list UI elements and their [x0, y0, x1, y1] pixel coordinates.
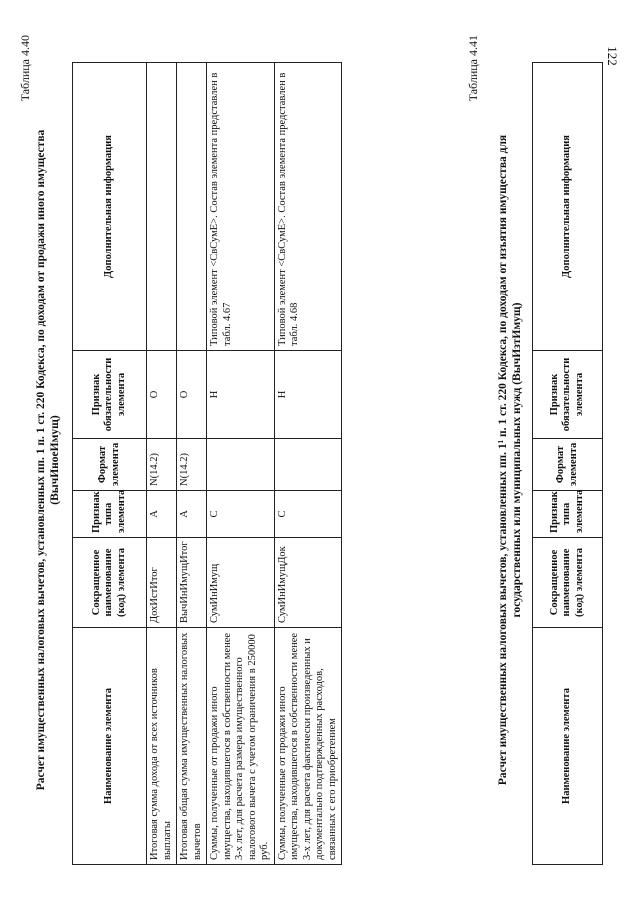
cell-element-name: Итоговая общая сумма имущественных налоговых вычетов — [177, 628, 207, 865]
cell-element-format: N(14.2) — [147, 439, 177, 491]
cell-element-code: ДохИстИтог — [147, 538, 177, 628]
table-4-40-header-row — [73, 63, 147, 865]
header-additional-info: Дополнительная информация — [73, 63, 147, 351]
header-element-code: Сокращенное наименование (код) элемента — [533, 538, 603, 628]
header-element-format: Формат элемента — [73, 439, 147, 491]
header-element-type: Признак типа элемента — [73, 491, 147, 538]
cell-element-code: СумИнИмущ — [207, 538, 275, 628]
cell-additional-info — [177, 63, 207, 351]
cell-element-name: Суммы, полученные от продажи иного имущества, находившегося в собственности менее 3-х лет, для расчета размера имущественного налогового вычета с учетом ограничения в 250000 руб. — [207, 628, 275, 865]
table-4-41-title-line1: Расчет имущественных налоговых вычетов, установленных пп. 1¹ п. 1 ст. 220 Кодекса, по доходам от изъятия имущества для — [497, 134, 509, 786]
table-4-40-title-line2: (ВычИноеИмущ) — [49, 415, 61, 505]
cell-element-type: А — [177, 491, 207, 538]
header-element-required: Признак обязательности элемента — [73, 351, 147, 439]
cell-element-code: СумИнИмущДок — [274, 538, 342, 628]
table-4-40-title-line1: Расчет имущественных налоговых вычетов, установленных пп. 1 п. 1 ст. 220 Кодекса, по доходам от продажи иного имущества — [35, 129, 47, 791]
table-row — [207, 63, 275, 865]
table-row — [147, 63, 177, 865]
header-element-code: Сокращенное наименование (код) элемента — [73, 538, 147, 628]
cell-element-name: Суммы, полученные от продажи иного имущества, находившегося в собственности менее 3-х лет, для расчета фактически произведенных и документально подтвержденных расходов, связанных с его приобретением — [274, 628, 342, 865]
cell-element-name: Итоговая сумма дохода от всех источников выплаты — [147, 628, 177, 865]
page-number: 122 — [605, 46, 620, 66]
cell-element-required: Н — [274, 351, 342, 439]
header-element-required: Признак обязательности элемента — [533, 351, 603, 439]
cell-element-type: С — [274, 491, 342, 538]
cell-element-type: С — [207, 491, 275, 538]
header-element-type: Признак типа элемента — [533, 491, 603, 538]
table-row — [274, 63, 342, 865]
header-element-format: Формат элемента — [533, 439, 603, 491]
cell-element-format — [207, 439, 275, 491]
header-additional-info: Дополнительная информация — [533, 63, 603, 351]
table-4-41 — [532, 62, 603, 865]
cell-additional-info: Типовой элемент <СвСумЕ>. Состав элемента представлен в табл. 4.68 — [274, 63, 342, 351]
table-4-41-title-line2: государственных или муниципальных нужд (ВычИзтИмущ) — [511, 302, 523, 618]
table-4-40-title — [34, 35, 62, 885]
table-4-40 — [72, 62, 342, 865]
table-4-41-header-row — [533, 63, 603, 865]
table-4-41-label: Таблица 4.41 — [466, 35, 480, 102]
header-element-name: Наименование элемента — [533, 628, 603, 865]
cell-element-type: А — [147, 491, 177, 538]
cell-element-code: ВычИнИмущИтог — [177, 538, 207, 628]
table-4-41-title — [496, 35, 524, 885]
table-4-40-label: Таблица 4.40 — [18, 35, 32, 102]
table-row — [177, 63, 207, 865]
cell-element-required: О — [177, 351, 207, 439]
header-element-name: Наименование элемента — [73, 628, 147, 865]
cell-element-format: N(14.2) — [177, 439, 207, 491]
cell-additional-info: Типовой элемент <СвСумЕ>. Состав элемента представлен в табл. 4.67 — [207, 63, 275, 351]
cell-element-required: Н — [207, 351, 275, 439]
cell-additional-info — [147, 63, 177, 351]
cell-element-required: О — [147, 351, 177, 439]
cell-element-format — [274, 439, 342, 491]
